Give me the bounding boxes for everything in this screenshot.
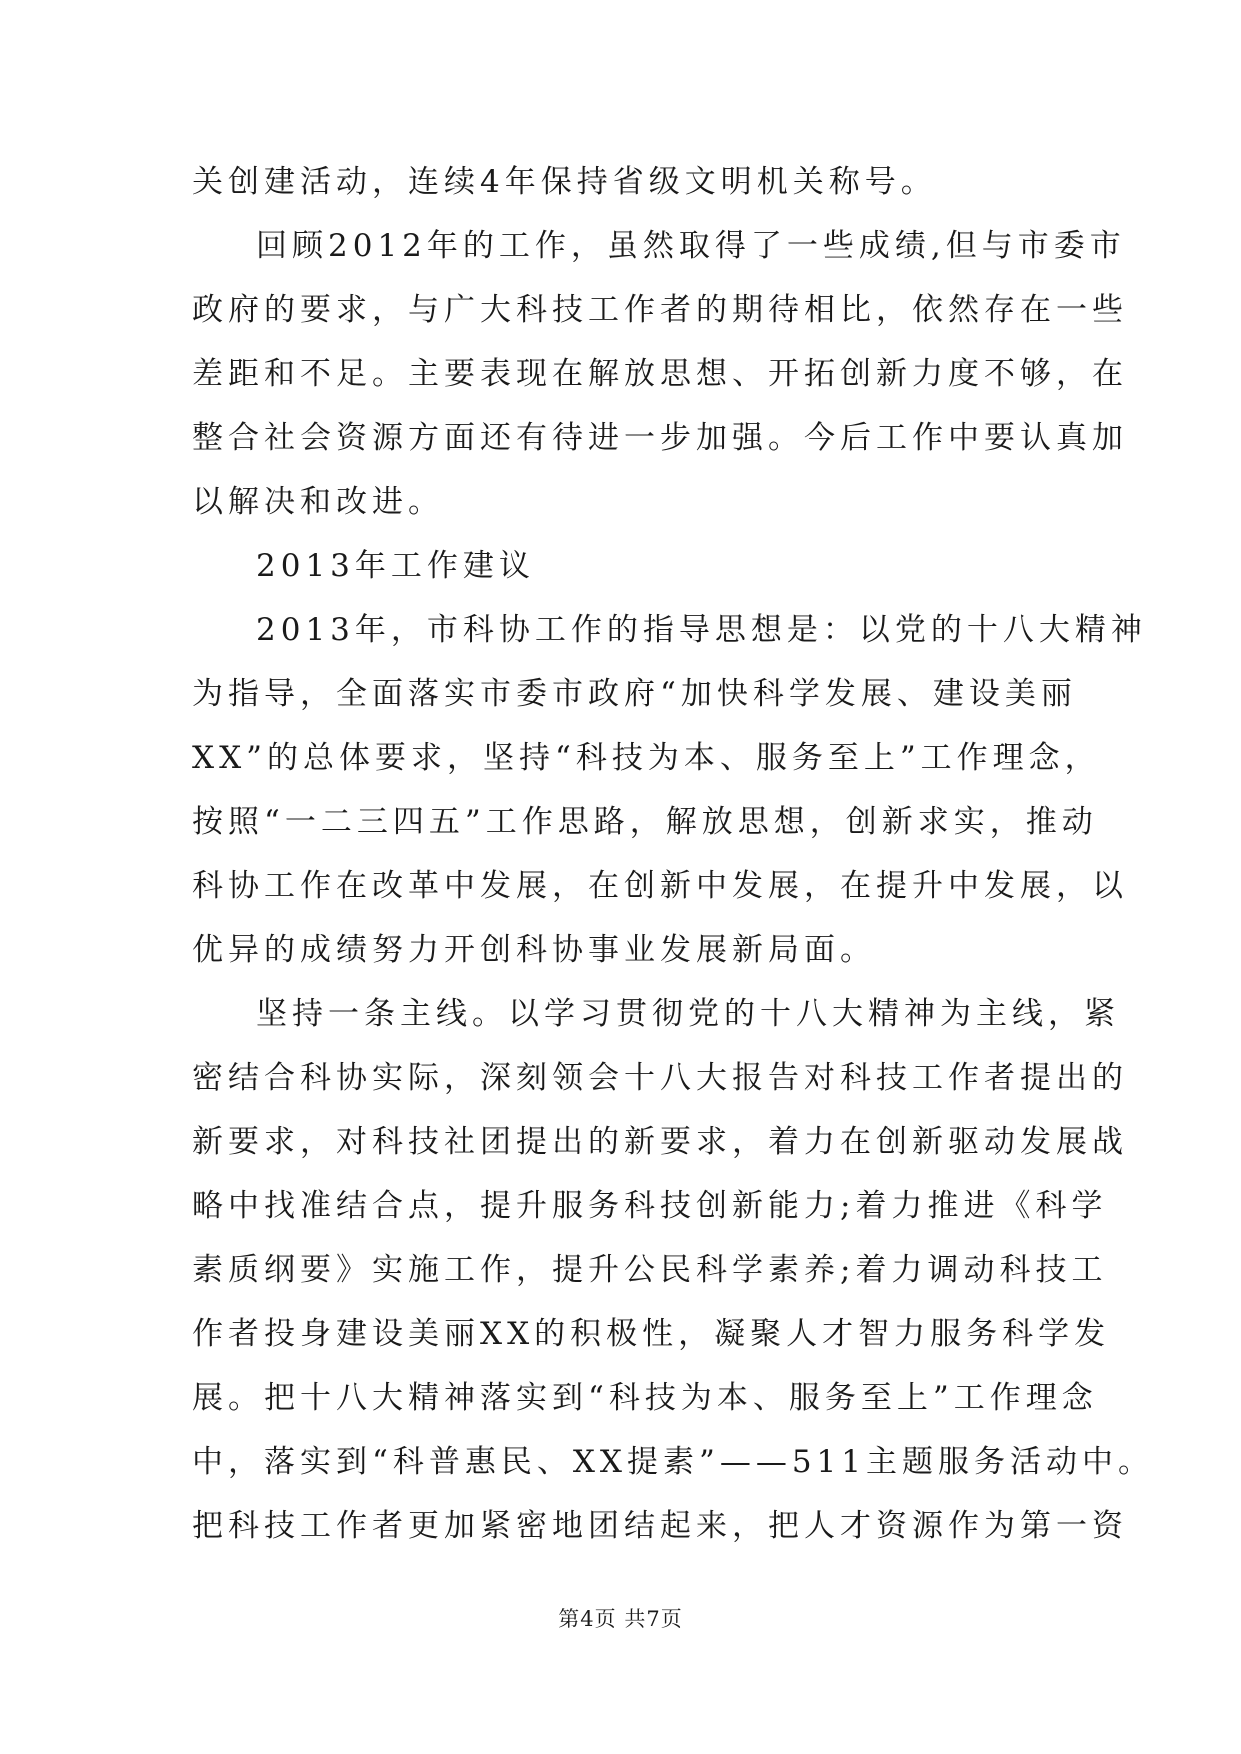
paragraph-start-line: 坚持一条主线。以学习贯彻党的十八大精神为主线，紧 xyxy=(256,996,1120,1032)
section-heading: 2013年工作建议 xyxy=(256,548,535,584)
text-line: 作者投身建设美丽XX的积极性，凝聚人才智力服务科学发 xyxy=(192,1316,1111,1352)
text-line: 关创建活动，连续4年保持省级文明机关称号。 xyxy=(192,164,937,200)
text-line: 科协工作在改革中发展，在创新中发展，在提升中发展，以 xyxy=(192,868,1128,904)
text-line: 以解决和改进。 xyxy=(192,484,444,520)
page-number-footer: 第4页 共7页 xyxy=(558,1607,683,1631)
text-line: 略中找准结合点，提升服务科技创新能力;着力推进《科学 xyxy=(192,1188,1108,1224)
paragraph-start-line: 回顾2012年的工作，虽然取得了一些成绩,但与市委市 xyxy=(256,228,1126,264)
text-line: 密结合科协实际，深刻领会十八大报告对科技工作者提出的 xyxy=(192,1060,1128,1096)
text-line: 展。把十八大精神落实到“科技为本、服务至上”工作理念 xyxy=(192,1380,1098,1416)
text-line: 把科技工作者更加紧密地团结起来，把人才资源作为第一资 xyxy=(192,1508,1128,1544)
text-line: 为指导，全面落实市委市政府“加快科学发展、建设美丽 xyxy=(192,676,1077,712)
text-line: 新要求，对科技社团提出的新要求，着力在创新驱动发展战 xyxy=(192,1124,1128,1160)
text-line: XX”的总体要求，坚持“科技为本、服务至上”工作理念， xyxy=(192,740,1101,776)
document-body xyxy=(192,150,1155,1558)
text-line: 优异的成绩努力开创科协事业发展新局面。 xyxy=(192,932,876,968)
text-line: 按照“一二三四五”工作思路，解放思想，创新求实，推动 xyxy=(192,804,1098,840)
text-line: 素质纲要》实施工作，提升公民科学素养;着力调动科技工 xyxy=(192,1252,1108,1288)
text-line: 整合社会资源方面还有待进一步加强。今后工作中要认真加 xyxy=(192,420,1128,456)
text-line: 差距和不足。主要表现在解放思想、开拓创新力度不够，在 xyxy=(192,356,1128,392)
paragraph-start-line: 2013年，市科协工作的指导思想是：以党的十八大精神 xyxy=(256,612,1147,648)
text-line: 中，落实到“科普惠民、XX提素”——511主题服务活动中。 xyxy=(192,1444,1155,1480)
text-line: 政府的要求，与广大科技工作者的期待相比，依然存在一些 xyxy=(192,292,1128,328)
